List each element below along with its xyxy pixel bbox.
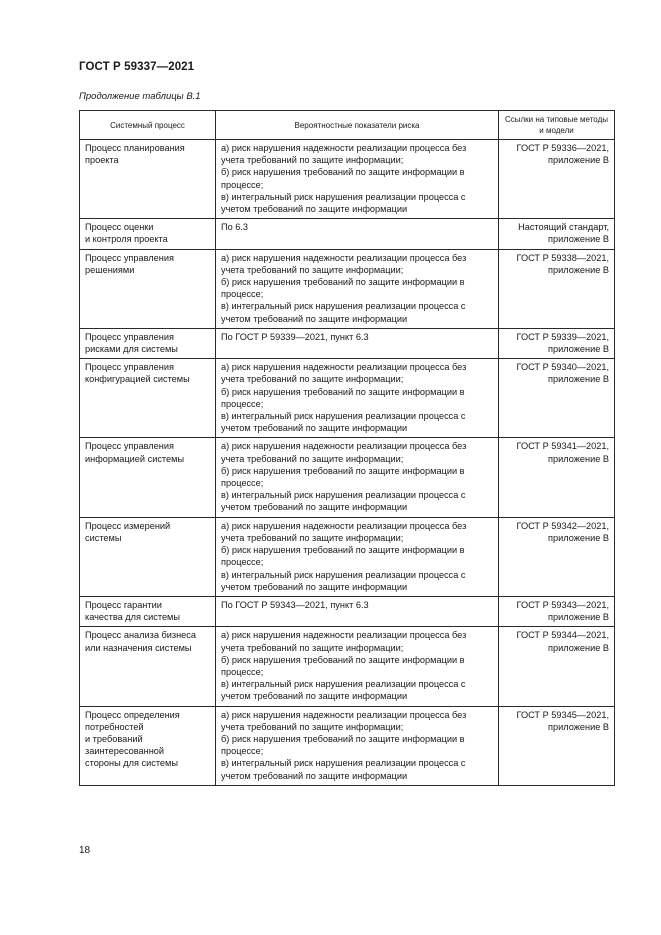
indicators-line: учета требований по защите информации;	[221, 374, 404, 385]
process-line: стороны для системы	[85, 758, 178, 769]
indicators-line: в) интегральный риск нарушения реализации процесса с	[221, 758, 466, 769]
indicators-line: а) риск нарушения надежности реализации процесса без	[221, 252, 467, 263]
indicators-cell	[216, 219, 499, 249]
reference-line: приложение В	[548, 155, 609, 166]
indicators-line: а) риск нарушения надежности реализации процесса без	[221, 709, 467, 720]
indicators-line: б) риск нарушения требований по защите информации в	[221, 465, 465, 476]
process-line: Процесс управления	[85, 362, 174, 373]
process-line: и требований	[85, 733, 143, 744]
reference-line: ГОСТ Р 59340—2021,	[516, 362, 609, 373]
reference-cell	[499, 140, 615, 219]
indicators-line: процессе;	[221, 557, 264, 568]
indicators-line: б) риск нарушения требований по защите информации в	[221, 654, 465, 665]
process-cell	[80, 328, 216, 358]
indicators-line: а) риск нарушения надежности реализации процесса без	[221, 520, 467, 531]
indicators-line: учетом требований по защите информации	[221, 204, 408, 215]
indicators-line: учета требований по защите информации;	[221, 532, 404, 543]
indicators-line: учетом требований по защите информации	[221, 423, 408, 434]
indicators-line: в) интегральный риск нарушения реализации процесса с	[221, 490, 466, 501]
indicators-line: а) риск нарушения надежности реализации процесса без	[221, 441, 467, 452]
indicators-line: процессе;	[221, 398, 264, 409]
reference-line: приложение В	[548, 234, 609, 245]
reference-line: ГОСТ Р 59345—2021,	[516, 709, 609, 720]
indicators-line: б) риск нарушения требований по защите информации в	[221, 277, 465, 288]
process-line: или назначения системы	[85, 642, 192, 653]
reference-line: ГОСТ Р 59339—2021,	[516, 331, 609, 342]
indicators-cell	[216, 249, 499, 328]
indicators-line: процессе;	[221, 289, 264, 300]
indicators-line: учета требований по защите информации;	[221, 264, 404, 275]
indicators-cell	[216, 328, 499, 358]
indicators-line: б) риск нарушения требований по защите информации в	[221, 386, 465, 397]
indicators-line: учета требований по защите информации;	[221, 642, 404, 653]
process-line: системы	[85, 532, 122, 543]
indicators-line: в) интегральный риск нарушения реализации процесса с	[221, 191, 466, 202]
indicators-cell	[216, 359, 499, 438]
table-row	[80, 249, 615, 328]
table-row	[80, 627, 615, 706]
reference-cell	[499, 249, 615, 328]
process-line: решениями	[85, 264, 135, 275]
indicators-line: процессе;	[221, 179, 264, 190]
table-row	[80, 219, 615, 249]
reference-line: приложение В	[548, 453, 609, 464]
process-line: потребностей	[85, 721, 144, 732]
table-row	[80, 140, 615, 219]
process-cell	[80, 517, 216, 596]
process-line: качества для системы	[85, 612, 180, 623]
indicators-line: учета требований по защите информации;	[221, 453, 404, 464]
indicators-cell	[216, 706, 499, 785]
process-cell	[80, 249, 216, 328]
table-row	[80, 328, 615, 358]
indicators-cell	[216, 517, 499, 596]
indicators-line: учетом требований по защите информации	[221, 691, 408, 702]
indicators-cell	[216, 140, 499, 219]
process-line: конфигурацией системы	[85, 374, 190, 385]
indicators-line: б) риск нарушения требований по защите информации в	[221, 733, 465, 744]
indicators-line: б) риск нарушения требований по защите информации в	[221, 545, 465, 556]
table-header-row	[80, 111, 615, 140]
process-line: Процесс оценки	[85, 222, 154, 233]
process-line: рисками для системы	[85, 344, 178, 355]
table-body	[80, 140, 615, 786]
indicators-line: учетом требований по защите информации	[221, 770, 408, 781]
reference-line: ГОСТ Р 59338—2021,	[516, 252, 609, 263]
indicators-line: учетом требований по защите информации	[221, 502, 408, 513]
process-line: Процесс определения	[85, 709, 180, 720]
reference-cell	[499, 627, 615, 706]
process-line: Процесс управления	[85, 441, 174, 452]
process-cell	[80, 140, 216, 219]
reference-cell	[499, 359, 615, 438]
process-cell	[80, 219, 216, 249]
indicators-line: учета требований по защите информации;	[221, 155, 404, 166]
indicators-line: По 6.3	[221, 222, 249, 233]
process-cell	[80, 596, 216, 626]
reference-cell	[499, 517, 615, 596]
process-line: и контроля проекта	[85, 234, 168, 245]
indicators-line: в) интегральный риск нарушения реализации процесса с	[221, 301, 466, 312]
table-row	[80, 359, 615, 438]
column-header-references: Ссылки на типовые методы и модели	[499, 111, 615, 140]
reference-line: приложение В	[548, 612, 609, 623]
process-cell	[80, 438, 216, 517]
table-row	[80, 438, 615, 517]
risk-indicators-table	[79, 110, 615, 786]
reference-line: ГОСТ Р 59343—2021,	[516, 599, 609, 610]
process-line: проекта	[85, 155, 119, 166]
process-line: Процесс анализа бизнеса	[85, 630, 196, 641]
indicators-cell	[216, 438, 499, 517]
process-cell	[80, 706, 216, 785]
reference-line: приложение В	[548, 721, 609, 732]
indicators-line: По ГОСТ Р 59339—2021, пункт 6.3	[221, 331, 369, 342]
indicators-cell	[216, 627, 499, 706]
reference-cell	[499, 706, 615, 785]
page-number: 18	[79, 845, 91, 856]
indicators-line: процессе;	[221, 746, 264, 757]
process-cell	[80, 359, 216, 438]
table-row	[80, 596, 615, 626]
indicators-line: в) интегральный риск нарушения реализации процесса с	[221, 679, 466, 690]
indicators-line: процессе;	[221, 666, 264, 677]
reference-line: приложение В	[548, 344, 609, 355]
indicators-line: б) риск нарушения требований по защите информации в	[221, 167, 465, 178]
indicators-line: По ГОСТ Р 59343—2021, пункт 6.3	[221, 599, 369, 610]
reference-cell	[499, 438, 615, 517]
reference-cell	[499, 596, 615, 626]
reference-line: приложение В	[548, 642, 609, 653]
indicators-line: процессе;	[221, 478, 264, 489]
indicators-line: а) риск нарушения надежности реализации процесса без	[221, 630, 467, 641]
reference-cell	[499, 219, 615, 249]
indicators-line: учетом требований по защите информации	[221, 313, 408, 324]
process-line: Процесс планирования	[85, 143, 185, 153]
column-header-process: Системный процесс	[80, 111, 216, 140]
reference-line: приложение В	[548, 374, 609, 385]
column-header-indicators: Вероятностные показатели риска	[216, 111, 499, 140]
indicators-line: в) интегральный риск нарушения реализации процесса с	[221, 569, 466, 580]
reference-line: Настоящий стандарт,	[518, 222, 609, 233]
process-line: заинтересованной	[85, 746, 165, 757]
indicators-line: в) интегральный риск нарушения реализации процесса с	[221, 411, 466, 422]
process-line: информацией системы	[85, 453, 185, 464]
table-caption: Продолжение таблицы В.1	[79, 91, 201, 102]
indicators-line: учета требований по защите информации;	[221, 721, 404, 732]
reference-line: ГОСТ Р 59342—2021,	[516, 520, 609, 531]
indicators-line: учетом требований по защите информации	[221, 581, 408, 592]
reference-line: приложение В	[548, 264, 609, 275]
indicators-line: а) риск нарушения надежности реализации процесса без	[221, 143, 467, 153]
reference-line: приложение В	[548, 532, 609, 543]
process-line: Процесс управления	[85, 331, 174, 342]
document-code: ГОСТ Р 59337—2021	[79, 61, 195, 73]
table-row	[80, 517, 615, 596]
process-line: Процесс управления	[85, 252, 174, 263]
indicators-line: а) риск нарушения надежности реализации процесса без	[221, 362, 467, 373]
indicators-cell	[216, 596, 499, 626]
reference-line: ГОСТ Р 59341—2021,	[516, 441, 609, 452]
process-cell	[80, 627, 216, 706]
reference-line: ГОСТ Р 59336—2021,	[516, 143, 609, 153]
reference-cell	[499, 328, 615, 358]
process-line: Процесс гарантии	[85, 599, 162, 610]
reference-line: ГОСТ Р 59344—2021,	[516, 630, 609, 641]
table-row	[80, 706, 615, 785]
process-line: Процесс измерений	[85, 520, 171, 531]
